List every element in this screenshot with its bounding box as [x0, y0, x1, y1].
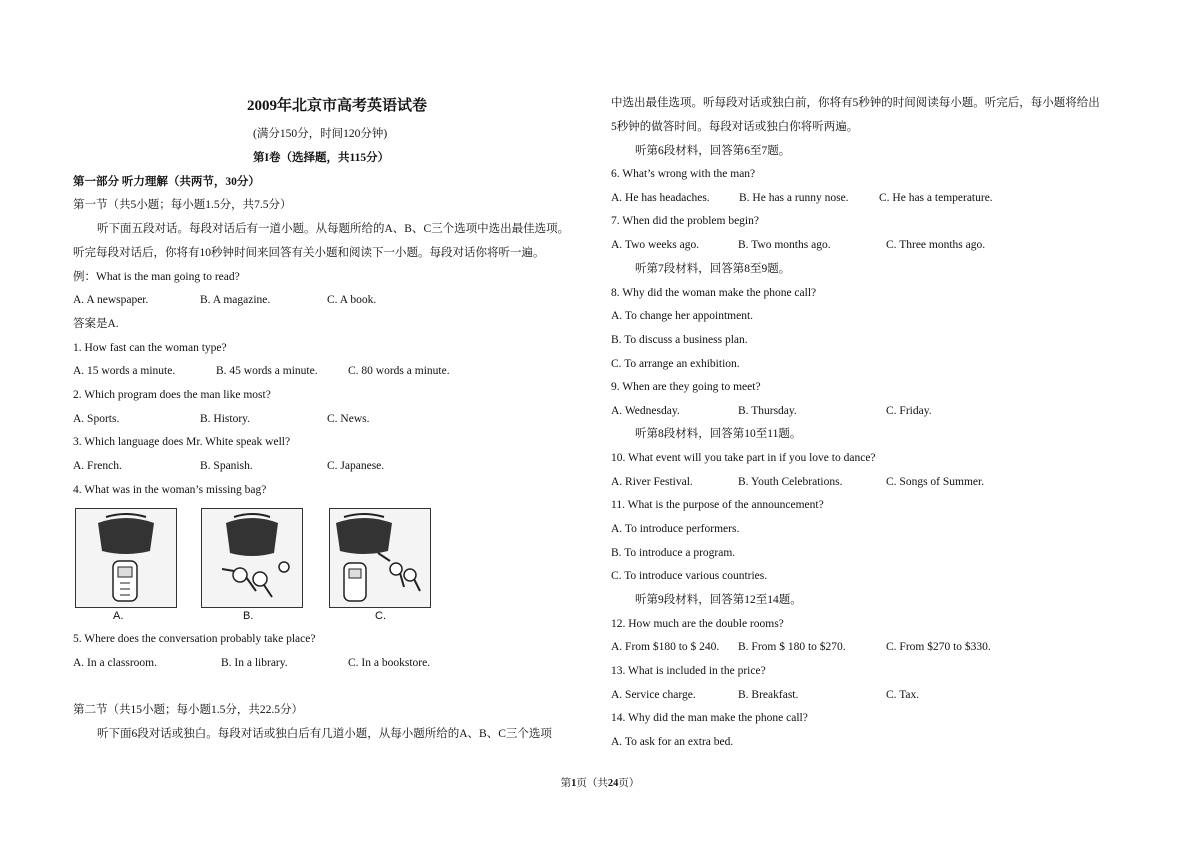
bag-phone-icon	[76, 509, 176, 607]
option-a: A. 15 words a minute.	[73, 365, 176, 377]
option-a: A. River Festival.	[611, 476, 693, 488]
figure-c	[329, 508, 431, 608]
question-3: 3. Which language does Mr. White speak well?	[73, 436, 291, 448]
material-7-heading: 听第7段材料，回答第8至9题。	[635, 263, 791, 275]
option-a: A. Two weeks ago.	[611, 239, 700, 251]
option-c: C. From $270 to $330.	[886, 641, 991, 653]
option-c: C. Tax.	[886, 689, 920, 701]
footer-mid: 页（共	[576, 778, 608, 789]
question-11: 11. What is the purpose of the announcement?	[611, 499, 824, 511]
option-b: B. Thursday.	[738, 405, 797, 417]
option-b: B. 45 words a minute.	[216, 365, 318, 377]
option-c: C. In a bookstore.	[348, 657, 431, 669]
question-6-options	[611, 191, 993, 205]
figure-c-label: C.	[375, 610, 386, 622]
figure-b	[201, 508, 303, 608]
figure-a	[75, 508, 177, 608]
option-c: C. He has a temperature.	[879, 192, 993, 204]
question-13: 13. What is included in the price?	[611, 665, 766, 677]
question-6: 6. What’s wrong with the man?	[611, 168, 756, 180]
question-10: 10. What event will you take part in if you love to dance?	[611, 452, 876, 464]
figure-a-label: A.	[113, 610, 124, 622]
section1-instruction: 听下面五段对话。每段对话后有一道小题。从每题所给的A、B、C三个选项中选出最佳选项。	[97, 223, 570, 235]
question-3-options	[73, 459, 384, 473]
question-10-options	[611, 475, 984, 489]
example-options	[73, 293, 376, 307]
section2-instruction-cont: 中选出最佳选项。听每段对话或独白前，你将有5秒钟的时间阅读每小题。听完后，每小题将给出	[611, 97, 1100, 109]
section1-instruction-cont: 听完每段对话后，你将有10秒钟时间来回答有关小题和阅读下一小题。每段对话你将听一遍。	[73, 247, 545, 259]
question-8: 8. Why did the woman make the phone call?	[611, 287, 817, 299]
option-c: C. News.	[327, 413, 370, 425]
bag-phone-keys-icon	[330, 509, 430, 607]
question-2: 2. Which program does the man like most?	[73, 389, 271, 401]
option-b: B. He has a runny nose.	[739, 192, 849, 204]
question-7: 7. When did the problem begin?	[611, 215, 759, 227]
question-1-options	[73, 364, 450, 378]
option-b: B. Spanish.	[200, 460, 253, 472]
page-footer	[0, 775, 1200, 790]
question-4-figures	[73, 508, 473, 620]
question-7-options	[611, 238, 985, 252]
question-12: 12. How much are the double rooms?	[611, 618, 784, 630]
option-c: C. 80 words a minute.	[348, 365, 450, 377]
question-11-option-c: C. To introduce various countries.	[611, 570, 768, 582]
option-a: A. In a classroom.	[73, 657, 157, 669]
question-8-option-b: B. To discuss a business plan.	[611, 334, 748, 346]
volume-heading: 第I卷（选择题，共115分）	[253, 152, 390, 164]
exam-subtitle: (满分150分，时间120分钟)	[253, 128, 388, 140]
option-c: C. Japanese.	[327, 460, 385, 472]
question-5: 5. Where does the conversation probably take place?	[73, 633, 316, 645]
option-c: C. Three months ago.	[886, 239, 986, 251]
material-6-heading: 听第6段材料，回答第6至7题。	[635, 145, 791, 157]
question-8-option-c: C. To arrange an exhibition.	[611, 358, 740, 370]
section2-instruction-end: 5秒钟的做答时间。每段对话或独白你将听两遍。	[611, 121, 859, 133]
question-9-options	[611, 404, 932, 418]
option-c: C. Songs of Summer.	[886, 476, 985, 488]
question-2-options	[73, 412, 370, 426]
option-a: A. French.	[73, 460, 122, 472]
question-12-options	[611, 640, 991, 654]
footer-total-pages: 24	[607, 778, 619, 789]
section2-instruction: 听下面6段对话或独白。每段对话或独白后有几道小题，从每小题所给的A、B、C三个选项	[97, 728, 552, 740]
example-question: 例：What is the man going to read?	[73, 271, 240, 283]
option-b: B. Youth Celebrations.	[738, 476, 843, 488]
option-a: A. Sports.	[73, 413, 120, 425]
question-14: 14. Why did the man make the phone call?	[611, 712, 808, 724]
option-a: A. He has headaches.	[611, 192, 710, 204]
question-4: 4. What was in the woman’s missing bag?	[73, 484, 267, 496]
question-13-options	[611, 688, 919, 702]
material-8-heading: 听第8段材料，回答第10至11题。	[635, 428, 802, 440]
option-b: B. History.	[200, 413, 251, 425]
footer-suffix: 页）	[618, 778, 640, 789]
option-b: B. Breakfast.	[738, 689, 799, 701]
option-b: B. From $ 180 to $270.	[738, 641, 846, 653]
exam-title: 2009年北京市高考英语试卷	[247, 98, 428, 114]
option-a: A. A newspaper.	[73, 294, 149, 306]
section1-heading: 第一节（共5小题；每小题1.5分，共7.5分）	[73, 199, 292, 211]
question-5-options	[73, 656, 430, 670]
footer-prefix: 第	[560, 778, 572, 789]
option-b: B. A magazine.	[200, 294, 271, 306]
option-c: C. Friday.	[886, 405, 932, 417]
material-9-heading: 听第9段材料，回答第12至14题。	[635, 594, 802, 606]
example-answer: 答案是A.	[73, 318, 119, 330]
section2-heading: 第二节（共15小题；每小题1.5分，共22.5分）	[73, 704, 303, 716]
question-1: 1. How fast can the woman type?	[73, 342, 227, 354]
question-9: 9. When are they going to meet?	[611, 381, 761, 393]
bag-keys-icon	[202, 509, 302, 607]
option-a: A. From $180 to $ 240.	[611, 641, 720, 653]
option-a: A. Service charge.	[611, 689, 696, 701]
option-b: B. Two months ago.	[738, 239, 831, 251]
part1-heading: 第一部分 听力理解（共两节，30分）	[73, 176, 260, 188]
option-a: A. Wednesday.	[611, 405, 680, 417]
option-c: C. A book.	[327, 294, 377, 306]
question-11-option-a: A. To introduce performers.	[611, 523, 740, 535]
option-b: B. In a library.	[221, 657, 288, 669]
footer-page-number: 1	[571, 778, 577, 789]
question-14-option-a: A. To ask for an extra bed.	[611, 736, 734, 748]
question-8-option-a: A. To change her appointment.	[611, 310, 754, 322]
question-11-option-b: B. To introduce a program.	[611, 547, 736, 559]
figure-b-label: B.	[243, 610, 254, 622]
